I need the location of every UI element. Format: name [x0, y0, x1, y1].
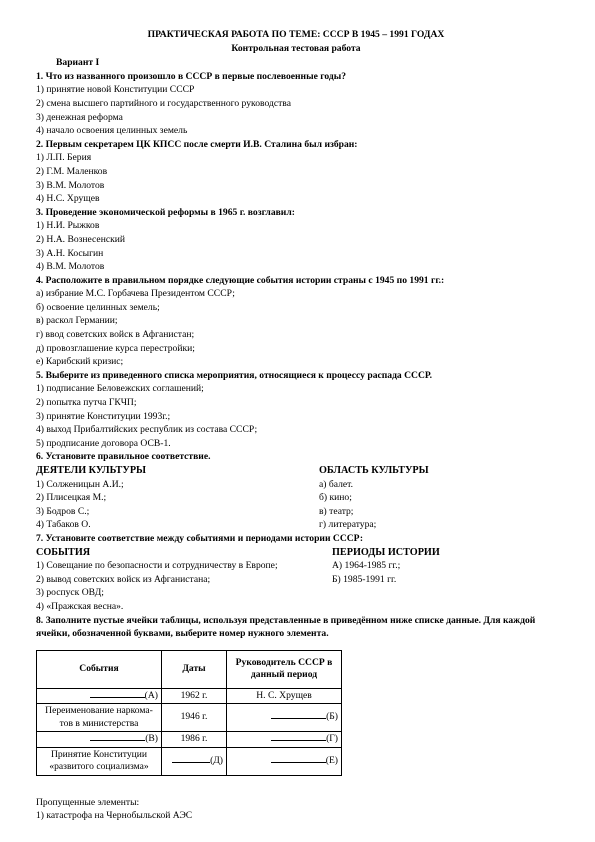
column-header: События: [37, 650, 162, 688]
answer-option: 3) принятие Конституции 1993г.;: [36, 410, 171, 422]
answer-option: 5) продписание договора ОСВ-1.: [36, 437, 171, 449]
question-3: [36, 206, 556, 274]
question-4: [36, 274, 556, 369]
page-subtitle: Контрольная тестовая работа: [231, 42, 361, 54]
match-right-item: а) балет.: [319, 478, 353, 490]
question-7: [36, 532, 556, 614]
table-cell: 1946 г.: [162, 704, 227, 732]
match-right-item: А) 1964-1985 гг.;: [332, 560, 401, 572]
match-left-item: 3) Бодров С.;: [36, 505, 90, 517]
answer-option: 1) Л.П. Берия: [36, 152, 92, 164]
question-text: 8. Заполните пустые ячейки таблицы, используя представленные в приведённом ниже списке данные. Для каждой ячейки, обозначенной буквами, выберите номер нужного элемента.: [36, 614, 536, 640]
match-left-item: 2) вывод советских войск из Афганистана;: [36, 573, 211, 585]
table-cell: Н. С. Хрущев: [227, 688, 342, 704]
table-cell: 1962 г.: [162, 688, 227, 704]
page-title: ПРАКТИЧЕСКАЯ РАБОТА ПО ТЕМЕ: СССР В 1945 – 1991 ГОДАХ: [147, 29, 445, 40]
table-cell: (В): [37, 732, 162, 748]
match-left-item: 3) роспуск ОВД;: [36, 587, 104, 599]
answer-option: а) избрание М.С. Горбачева Президентом СССР;: [36, 288, 235, 300]
question-text: 5. Выберите из приведенного списка мероприятия, относящиеся к процессу распада СССР.: [36, 369, 432, 381]
answer-option: д) провозглашение курса перестройки;: [36, 342, 195, 354]
answer-option: 2) попытка путча ГКЧП;: [36, 397, 137, 409]
table-cell: (Е): [227, 747, 342, 775]
answer-option: 4) Н.С. Хрущев: [36, 193, 100, 205]
answer-option: 2) смена высшего партийного и государственного руководства: [36, 97, 291, 109]
match-right-item: б) кино;: [319, 492, 352, 504]
question-2: [36, 138, 556, 206]
question-text: 3. Проведение экономической реформы в 1965 г. возглавил:: [36, 206, 295, 218]
table-cell: (А): [37, 688, 162, 704]
fill-table: [36, 650, 342, 776]
answer-option: 1) Н.И. Рыжков: [36, 220, 100, 232]
table-cell: 1986 г.: [162, 732, 227, 748]
answer-option: е) Карибский кризис;: [36, 356, 124, 368]
left-column-header: СОБЫТИЯ: [36, 546, 91, 558]
match-left-item: 4) Табаков О.: [36, 519, 91, 531]
question-5: [36, 369, 556, 451]
match-left-item: 2) Плисецкая М.;: [36, 492, 107, 504]
table-cell: (Д): [162, 747, 227, 775]
answer-option: 4) начало освоения целинных земель: [36, 125, 188, 137]
match-left-item: 1) Солженицын А.И.;: [36, 478, 124, 490]
table-cell: (Б): [227, 704, 342, 732]
column-header: Даты: [162, 650, 227, 688]
answer-option: 4) выход Прибалтийских республик из состава СССР;: [36, 424, 258, 436]
question-text: 1. Что из названного произошло в СССР в первые послевоенные годы?: [36, 70, 347, 82]
table-row: [37, 732, 342, 748]
worksheet: [36, 28, 556, 823]
question-8: [36, 614, 556, 776]
answer-option: 3) А.Н. Косыгин: [36, 247, 104, 259]
table-row: [37, 688, 342, 704]
answer-option: 2) Г.М. Маленков: [36, 165, 108, 177]
match-right-item: г) литература;: [319, 519, 377, 531]
column-header: Руководитель СССР в данный период: [227, 650, 342, 688]
missing-elements: [36, 796, 556, 823]
answer-option: в) раскол Германии;: [36, 315, 118, 327]
variant-label: Вариант I: [56, 57, 100, 69]
answer-option: 3) В.М. Молотов: [36, 179, 105, 191]
match-left-item: 4) «Пражская весна».: [36, 600, 124, 612]
answer-option: 1) принятие новой Конституции СССР: [36, 84, 195, 96]
answer-option: 2) Н.А. Вознесенский: [36, 233, 126, 245]
answer-option: б) освоение целинных земель;: [36, 301, 160, 313]
right-column-header: ПЕРИОДЫ ИСТОРИИ: [332, 546, 440, 558]
answer-option: 1) подписание Беловежских соглашений;: [36, 383, 204, 395]
table-cell: Принятие Конституции «развитого социализма»: [37, 747, 162, 775]
match-right-item: в) театр;: [319, 505, 354, 517]
left-column-header: ДЕЯТЕЛИ КУЛЬТУРЫ: [36, 465, 147, 476]
table-cell: (Г): [227, 732, 342, 748]
table-row: [37, 747, 342, 775]
question-text: 6. Установите правильное соответствие.: [36, 451, 211, 463]
match-left-item: 1) Совещание по безопасности и сотрудничеству в Европе;: [36, 560, 278, 572]
question-text: 7. Установите соответствие между событиями и периодами истории СССР:: [36, 532, 364, 544]
answer-option: 4) В.М. Молотов: [36, 261, 105, 273]
table-row: [37, 704, 342, 732]
question-1: [36, 70, 556, 138]
answer-option: г) ввод советских войск в Афганистан;: [36, 329, 195, 341]
missing-title: Пропущенные элементы:: [36, 796, 140, 808]
right-column-header: ОБЛАСТЬ КУЛЬТУРЫ: [319, 465, 429, 476]
missing-item: 1) катастрофа на Чернобыльской АЭС: [36, 810, 193, 822]
match-right-item: Б) 1985-1991 гг.: [332, 573, 397, 585]
question-text: 2. Первым секретарем ЦК КПСС после смерти И.В. Сталина был избран:: [36, 138, 358, 150]
question-6: [36, 450, 556, 532]
answer-option: 3) денежная реформа: [36, 111, 123, 123]
table-cell: Переименование наркома-тов в министерства: [37, 704, 162, 732]
question-text: 4. Расположите в правильном порядке следующие события истории страны с 1945 по 1991 гг.:: [36, 274, 445, 286]
